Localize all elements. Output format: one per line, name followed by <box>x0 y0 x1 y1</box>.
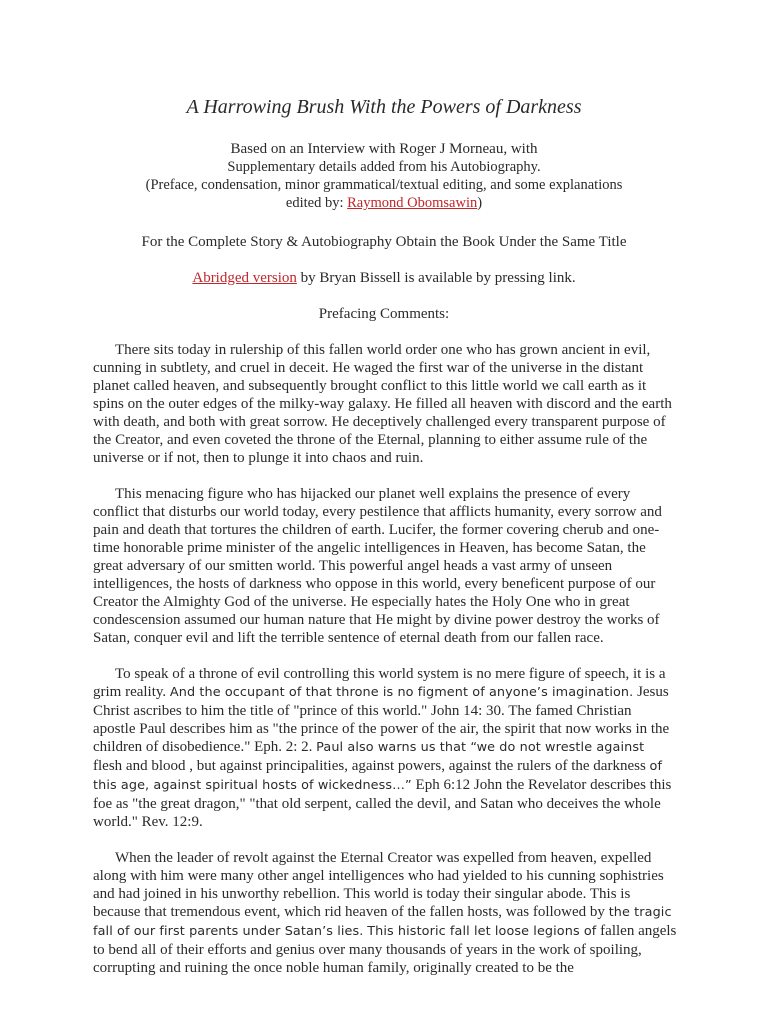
subtitle-line-4 <box>0 194 768 212</box>
p3-part-g: Eph 6:12 John the Revelator describes this foe as "the great dragon," "that old serpent, called the devil, and Satan who deceives the whole world." Rev. 12:9. <box>93 777 672 830</box>
p3-part-d: Paul also warns us that “we do not wrestle against <box>316 740 645 755</box>
p3-part-c: Jesus Christ ascribes to him the title of "prince of this world." John 14: 30. The famed Christian apostle Paul describes him as "the prince of the power of the air, the spirit that now works in the children of disobedience." Eph. 2: 2. <box>93 684 670 755</box>
p4-part-d: This historic fall let loose legions of <box>367 924 597 939</box>
paragraph-1: There sits today in rulership of this fallen world order one who has grown ancient in evil, cunning in subtlety, and cruel in deceit. He waged the first war of the universe in the distant planet called heaven, and subsequently brought conflict to this little world we call earth as it spins on the outer edges of the milky-way galaxy. He filled all heaven with discord and the earth with death, and both with great sorrow. He deceptively challenged every transparent purpose of the Creator, and even coveted the throne of the Eternal, planning to either assume rule of the universe or if not, then to plunge it into chaos and ruin. <box>93 342 672 466</box>
editor-suffix: ) <box>477 195 483 211</box>
p3-part-f: of this age, against spiritual hosts of wickedness…” <box>93 759 663 793</box>
subtitle-line-3: (Preface, condensation, minor grammatical/textual editing, and some explanations <box>145 177 623 193</box>
p4-part-a: When the leader of revolt against the Eternal Creator was expelled from heaven, expelled along with him were many other angel intelligences who had yielded to his cunning sophistries and had joined in his unworthy rebellion. This world is today their singular abode. This is because that tremendous event, which rid heaven of the fallen hosts, was followed by <box>93 850 664 920</box>
editor-link[interactable]: Raymond Obomsawin <box>347 195 478 211</box>
document-title: A Harrowing Brush With the Powers of Darkness <box>186 96 582 118</box>
p4-part-b: the tragic fall of our first parents under Satan’s lies. <box>93 905 672 939</box>
paragraph-2: This menacing figure who has hijacked our planet well explains the presence of every conflict that disturbs our world today, every pestilence that afflicts humanity, every sorrow and pain and death that tortures the children of earth. Lucifer, the former covering cherub and one-time honorable prime minister of the angelic intelligences in Heaven, has become Satan, the great adversary of our smitten world. This powerful angel heads a vast army of unseen intelligences, the hosts of darkness who oppose in this world, every beneficent purpose of our Creator the Almighty God of the universe. He especially hates the Holy One who in great condescension assumed our human nature that He might by divine power destroy the works of Satan, conquer evil and lift the terrible sentence of eternal death from our fallen race. <box>93 486 662 646</box>
body-text <box>93 341 677 995</box>
abridged-line <box>0 269 768 287</box>
subtitle-line-2: Supplementary details added from his Autobiography. <box>227 159 541 175</box>
p3-part-a: To speak of a throne of evil controlling this world system is no mere figure of speech, it is a grim reality. <box>93 666 666 700</box>
paragraph-3 <box>93 665 677 831</box>
p3-part-b: And the occupant of that throne is no figment of anyone’s imagination. <box>169 685 634 700</box>
subtitle-line-1: Based on an Interview with Roger J Morneau, with <box>230 141 538 157</box>
editor-prefix: edited by: <box>285 195 348 211</box>
p4-part-e: fallen angels to bend all of their efforts and genius over many thousands of years in the work of spoiling, corrupting and ruining the once noble human family, originally created to be the <box>93 923 677 976</box>
paragraph-4 <box>93 849 677 977</box>
p3-part-e: flesh and blood , but against principalities, against powers, against the rulers of the darkness <box>93 758 650 774</box>
subtitle-block <box>0 140 768 212</box>
prefacing-heading: Prefacing Comments: <box>318 306 450 322</box>
abridged-version-link[interactable]: Abridged version <box>192 270 297 286</box>
complete-story-note: For the Complete Story & Autobiography Obtain the Book Under the Same Title <box>141 234 627 250</box>
abridged-suffix: by Bryan Bissell is available by pressing link. <box>296 270 576 286</box>
